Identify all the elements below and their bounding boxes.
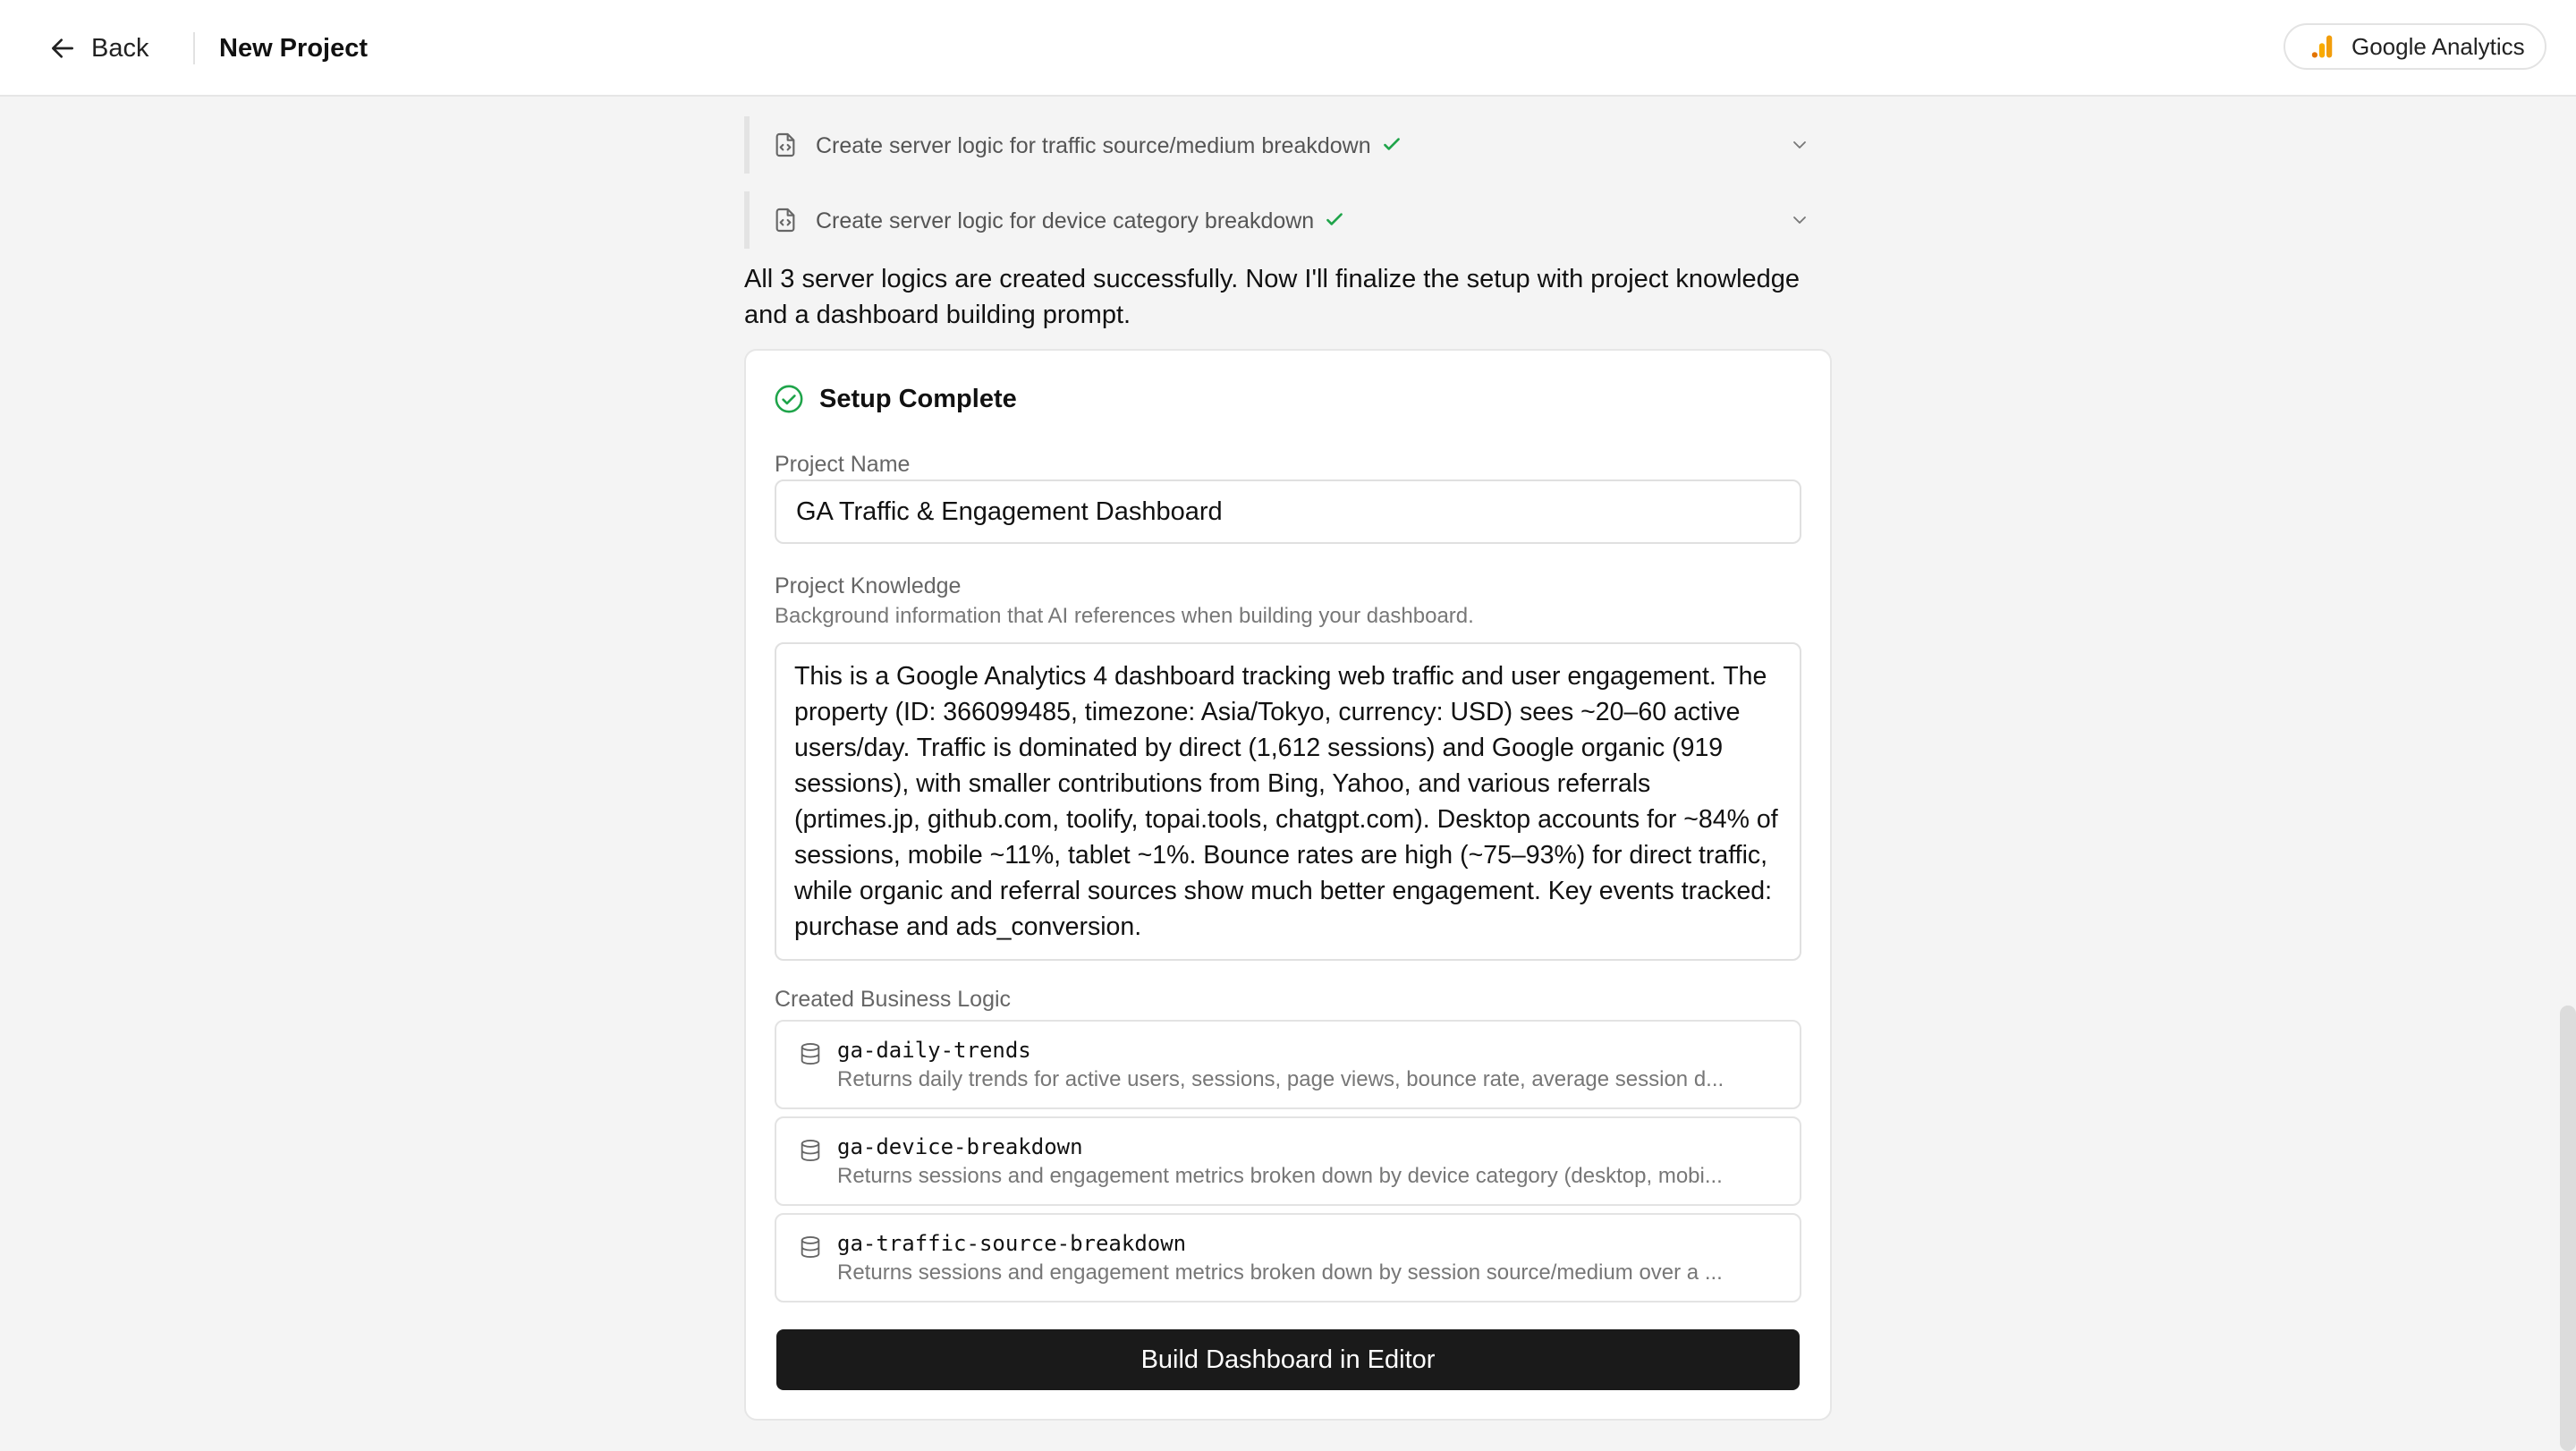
back-label: Back — [91, 33, 149, 63]
business-logic-name: ga-daily-trends — [837, 1038, 1031, 1063]
arrow-left-icon — [48, 34, 77, 63]
assistant-message: All 3 server logics are created successfully. Now I'll finalize the setup with project knowledge and a dashboard building prompt. — [744, 265, 1801, 329]
business-logic-name: ga-device-breakdown — [837, 1134, 1083, 1159]
step-rail — [744, 116, 750, 174]
step-label: Create server logic for device category breakdown — [816, 208, 1315, 233]
google-analytics-chip[interactable] — [2284, 23, 2546, 70]
business-logic-item[interactable] — [775, 1116, 1801, 1206]
check-icon — [1323, 208, 1346, 231]
server-logic-step[interactable] — [744, 116, 1832, 174]
business-logic-item[interactable] — [775, 1020, 1801, 1109]
chevron-down-icon[interactable] — [1789, 134, 1810, 156]
code-file-icon — [771, 131, 800, 159]
check-circle-icon — [774, 384, 804, 414]
business-logic-description: Returns sessions and engagement metrics broken down by device category (desktop, mobi... — [837, 1164, 1723, 1188]
header-divider — [193, 32, 195, 64]
google-analytics-icon — [2309, 33, 2335, 60]
setup-title: Setup Complete — [819, 385, 1017, 413]
project-name-label: Project Name — [775, 452, 911, 477]
page-title: New Project — [219, 34, 368, 63]
check-icon — [1380, 132, 1403, 156]
step-label: Create server logic for traffic source/medium breakdown — [816, 133, 1371, 158]
project-knowledge-label: Project Knowledge — [775, 573, 962, 598]
scrollbar-thumb[interactable] — [2560, 1006, 2576, 1451]
google-analytics-label: Google Analytics — [2351, 32, 2525, 60]
business-logic-item[interactable] — [775, 1213, 1801, 1303]
setup-complete-card — [744, 349, 1832, 1421]
business-logic-description: Returns daily trends for active users, sessions, page views, bounce rate, average session d... — [837, 1067, 1724, 1091]
business-logic-label: Created Business Logic — [775, 987, 1012, 1012]
project-name-input[interactable]: GA Traffic & Engagement Dashboard — [775, 479, 1801, 544]
project-knowledge-textarea[interactable]: This is a Google Analytics 4 dashboard tracking web traffic and user engagement. The property (ID: 366099485, timezone: Asia/Tokyo, currency: USD) sees ~20–60 active users/day. Traffic is dominated by direct (1,612 sessions) and Google organic (919 sessions), with smaller contributions from Bing, Yahoo, and various referrals (prtimes.jp, github.com, toolify, topai.tools, chatgpt.com). Desktop accounts for ~84% of sessions, mobile ~11%, tablet ~1%. Bounce rates are high (~75–93%) for direct traffic, while organic and referral sources show much better engagement. Key events tracked: purchase and ads_conversion. — [775, 642, 1801, 961]
project-knowledge-hint: Background information that AI references when building your dashboard. — [775, 604, 1474, 628]
chevron-down-icon[interactable] — [1789, 209, 1810, 231]
top-bar — [0, 0, 2576, 97]
business-logic-description: Returns sessions and engagement metrics broken down by session source/medium over a ... — [837, 1260, 1723, 1285]
server-logic-step[interactable] — [744, 191, 1832, 249]
back-button[interactable] — [48, 30, 148, 66]
database-icon — [798, 1041, 823, 1066]
step-rail — [744, 191, 750, 249]
business-logic-name: ga-traffic-source-breakdown — [837, 1231, 1187, 1256]
database-icon — [798, 1138, 823, 1163]
build-dashboard-button[interactable]: Build Dashboard in Editor — [776, 1329, 1800, 1390]
code-file-icon — [771, 206, 800, 234]
database-icon — [798, 1235, 823, 1260]
